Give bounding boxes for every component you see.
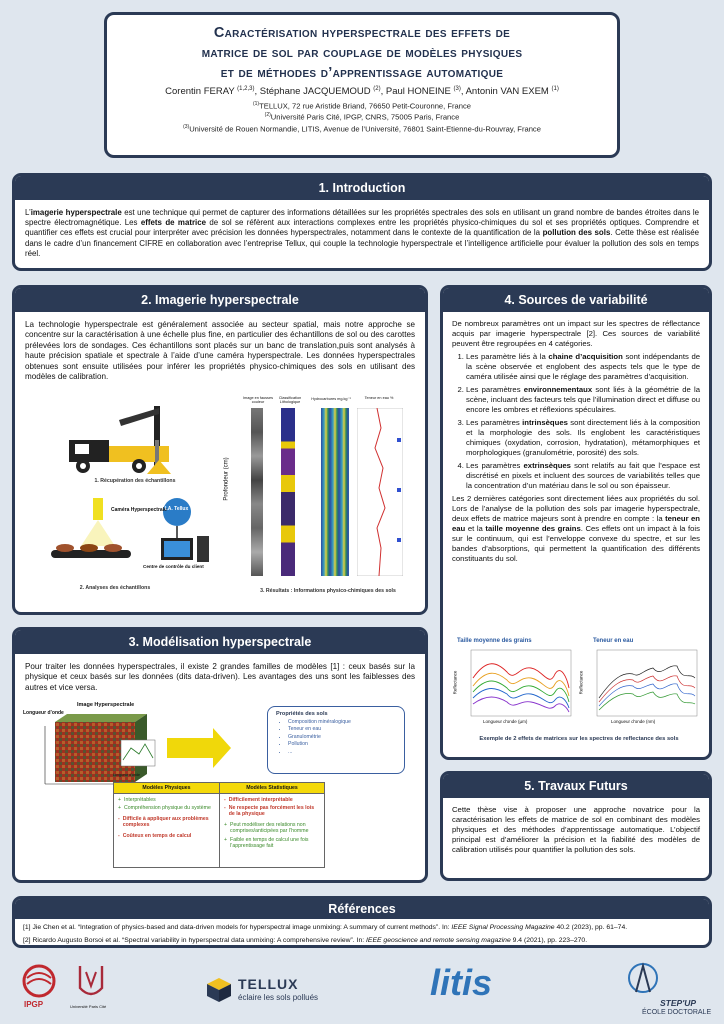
i4b: extrinsèques <box>523 461 571 470</box>
i2b: environnementaux <box>523 385 593 394</box>
stat-text: Faible en temps de calcul une fois l’apprentissage fait <box>230 837 309 849</box>
imagerie-text: La technologie hyperspectrale est généralement associée au secteur spatial, mais notre approche se concentre sur la caractérisation à une échelle plus fine, en particulier des échantillons de sol ou des carottes prélevées lors de sondages. Ces échantillons sont placés sur un banc de translation,puis sont analysés à haute précision spatiale et spectrale à l’aide d’une caméra hyperspectrale. Les données hyperspectrales obtenues sont ensuite utilisées pour inférer les propriétés physico-chimiques des sols en utilisant des modèles de calibration. <box>25 320 415 382</box>
cap-3: 3. Résultats : Informations physico-chimiques des sols <box>260 588 396 594</box>
upc-logo: Université Paris Cité <box>70 1004 107 1009</box>
wl-label: Longueur d’onde <box>113 773 140 777</box>
tellux-sub: éclaire les sols pollués <box>238 993 319 1002</box>
phys-sign: - <box>118 833 120 839</box>
hydro-column <box>321 408 349 576</box>
g1-ylab: Reflectance <box>452 670 458 695</box>
model-heading: 3. Modélisation hyperspectrale <box>15 630 425 654</box>
stat-item <box>224 805 320 817</box>
r1a: [1] Jie Chen et al. “Integration of physics-based and data-driven models for hyperspectral image unmixing: A summary of current methods”. In: <box>23 924 452 931</box>
r2a: [2] Ricardo Augusto Borsoi et al. “Spectral variability in hyperspectral data unmixing: A comprehensive review”. In: <box>23 937 367 944</box>
ecole-label: ÉCOLE DOCTORALE <box>642 1009 712 1016</box>
ipgp-logo-icon <box>22 964 56 998</box>
imagerie-panel <box>12 285 428 615</box>
phys-sign: + <box>118 805 122 811</box>
p2c: et la <box>465 524 486 533</box>
ref-1 <box>15 919 709 936</box>
title-box <box>104 12 620 158</box>
intro-b3: pollution des sols <box>542 228 611 238</box>
affiliation-3 <box>107 123 617 134</box>
author-2: Stéphane JACQUEMOUD <box>259 86 371 98</box>
r2b: IEEE geoscience and remote sensing magazine <box>366 937 511 944</box>
prop-item: • Pollution <box>288 741 396 748</box>
stepup-logo: STEP'UP <box>660 998 697 1008</box>
litis-logo: litis <box>430 962 493 1003</box>
props-title: Propriétés des sols <box>276 711 328 717</box>
litho-column <box>281 408 295 576</box>
r1c: 40.2 (2023), pp. 61–74. <box>554 924 628 931</box>
model-text: Pour traiter les données hyperspectrales, il existe 2 grandes familles de modèles [1] : ceux basés sur la physique et ceux basés sur les données (dits data-driven). Les avantages des uns sont les faiblesses des autres et vice versa. <box>25 662 415 692</box>
p2b: teneur en eau <box>452 514 700 533</box>
title-line-2: matrice de sol par couplage de modèles physiques <box>201 45 523 61</box>
prop-item: • ... <box>288 749 396 756</box>
sources-p2 <box>452 494 700 564</box>
ia-label: I.A. Tellux <box>165 506 189 512</box>
intro-heading: 1. Introduction <box>15 176 709 200</box>
sources-caption: Exemple de 2 effets de matrices sur les spectres de reflectance des sols <box>479 736 679 742</box>
sources-intro: De nombreux paramètres ont un impact sur les spectres de réflectance acquis par imagerie hyperspectrale [2]. Ces sources de variabilité peuvent être regroupées en 4 catégories. <box>452 319 700 348</box>
phys-text: Compréhension physique du système <box>124 805 211 811</box>
stat-item <box>224 797 320 803</box>
affiliation-2 <box>107 111 617 122</box>
p2d: taille moyenne des grains <box>485 524 581 533</box>
author-4: Antonin VAN EXEM <box>465 86 549 98</box>
i4c: sont relatifs au fait que l’espace est discrétisé en pixels et incluent des sources de variabilités telles que la concentration d’un matériau dans le sol ou son épaisseur. <box>466 461 701 490</box>
r2c: 9.4 (2021), pp. 223–270. <box>510 937 588 944</box>
stat-sign: + <box>224 837 228 843</box>
i2a: Les paramètres <box>466 385 524 394</box>
phys-text: Interprétables <box>124 797 156 803</box>
phys-text: Coûteux en temps de calcul <box>122 833 192 839</box>
i3a: Les paramètres <box>466 418 523 427</box>
aff-1-text: TELLUX, 72 rue Aristide Briand, 76650 Petit-Couronne, France <box>259 101 472 111</box>
imagerie-heading: 2. Imagerie hyperspectrale <box>15 288 425 312</box>
aff-2-text: Université Paris Cité, IPGP, CNRS, 75005 Paris, France <box>270 113 460 123</box>
intro-p1: L’ <box>25 208 31 217</box>
intro-text <box>15 200 709 267</box>
cam-label: Caméra Hyperspectrale <box>111 507 167 513</box>
stat-text: Difficilement interprétable <box>228 797 293 803</box>
cap-2: 2. Analyses des échantillons <box>79 585 151 591</box>
props-list <box>276 719 396 756</box>
g2-ylab: Reflectance <box>578 670 584 695</box>
author-1: Corentin FERAY <box>165 86 235 98</box>
core-image <box>251 408 263 576</box>
aff-2-sup: (2) <box>264 112 271 119</box>
i4a: Les paramètres <box>466 461 524 470</box>
phys-item <box>118 805 215 811</box>
cap-1: 1. Récupération des échantillons <box>94 478 176 484</box>
travaux-heading: 5. Travaux Futurs <box>443 774 709 798</box>
col3: Hydrocarbures mg.kg⁻¹ <box>311 397 351 401</box>
models-table <box>113 782 325 868</box>
i1b: chaine d’acquisition <box>548 352 623 361</box>
stat-sign: - <box>224 797 226 803</box>
phys-cell <box>114 794 220 868</box>
sources-item-2 <box>466 385 700 415</box>
ctrl-label: Centre de contrôle du client <box>143 564 204 569</box>
phys-sign: + <box>118 797 122 803</box>
col2: Classification Lithologique <box>278 396 302 404</box>
g2-title: Teneur en eau <box>593 638 634 644</box>
phys-item <box>118 816 215 828</box>
model-panel <box>12 627 428 883</box>
title-line-1: Caractérisation hyperspectrale des effets de <box>213 25 511 41</box>
g2-xlab: Longueur d’onde (nm) <box>611 719 656 724</box>
phys-sign: - <box>118 816 120 822</box>
phys-text: Difficile à appliquer aux problèmes complexes <box>122 816 209 828</box>
i3b: intrinsèques <box>522 418 568 427</box>
phys-item <box>118 797 215 803</box>
upc-logo-icon <box>76 962 106 1002</box>
g1-xlab: Longueur d’onde (µm) <box>483 719 528 724</box>
th-physique: Modèles Physiques <box>114 783 220 794</box>
props-box <box>267 706 405 774</box>
i1c: sont indépendants de la scène observée et englobent des aspects tels que le type de caméra utilisée ainsi que le réglage des paramètres d’acquisition. <box>466 352 700 381</box>
g1-title: Taille moyenne des grains <box>457 638 532 644</box>
author-4-sup: (1) <box>551 86 559 92</box>
intro-p3: de sol se réfèrent aux interactions complexes entre les propriétés physico-chimiques du sol et ses propriétés optiques. Comprendre et quantifier ces effets est crucial pour interpréter avec précision les données hyperspectrales, notamment dans le contexte de la quantification de la <box>25 218 699 238</box>
author-1-sup: (1,2,3) <box>237 86 255 92</box>
col4: Teneur en eau % <box>364 396 394 400</box>
intro-p4: . Cette thèse est réalisée dans le cadre d’un financement CIFRE en collaboration avec l’entreprise Tellux, qui couple la technologie hyperspectrale et l’intelligence artificielle pour évaluer la pollution des sols en temps réel. <box>25 228 699 258</box>
aff-3-text: Université de Rouen Normandie, LITIS, Avenue de l’Université, 76801 Saint-Etienne-du-Rouvray, France <box>189 124 541 134</box>
prop-item: • Composition minéralogique <box>288 719 396 726</box>
stat-item <box>224 837 320 849</box>
sources-item-3 <box>466 418 700 458</box>
p2e: . Ces effets ont un impact à la fois sur le continuum, qui est l’enveloppe convexe du spectre, et sur les bandes d’absorptions, qui permettent la quantification des différents constituants du sol. <box>452 524 700 563</box>
aff-3-sup: (3) <box>183 123 190 130</box>
prop-item: • Granulométrie <box>288 734 396 741</box>
authors: Corentin FERAY $^{(1,2,3)}$, Stéphane JACQUEMOUD $^{(2)}$, Paul HONEINE $^{(3)}$, Antonin VAN EXEM $^{(1)}$ <box>165 86 559 98</box>
tellux-logo-icon <box>205 976 233 1004</box>
stat-text: Ne respecte pas forcément les lois de la physique <box>228 805 315 817</box>
tellux-logo: TELLUX <box>238 976 299 992</box>
cube-wl: Longueur d’onde <box>23 710 64 716</box>
water-plot <box>357 408 403 576</box>
affiliation-1 <box>107 100 617 111</box>
cube-title: Image Hyperspectrale <box>77 702 135 708</box>
intro-b2: effets de matrice <box>140 218 207 228</box>
sources-item-1 <box>466 352 700 382</box>
i2c: sont liés à la géométrie de la scène, incluant des facteurs tels que l’illumination direct et diffuse ou encore les ombres et réflexions spéculaires. <box>466 385 701 414</box>
stepup-logo-icon <box>626 962 660 1002</box>
stat-sign: - <box>224 805 226 811</box>
stat-item <box>224 822 320 834</box>
results-figure <box>223 396 419 586</box>
stat-text: Peut modéliser des relations non comprises/anticipées par l’homme <box>230 822 309 834</box>
stat-sign: + <box>224 822 228 828</box>
prop-item: • Teneur en eau <box>288 726 396 733</box>
i1a: Les paramètre liés à la <box>466 352 549 361</box>
intro-panel <box>12 173 712 271</box>
ylab: Profondeur (cm) <box>223 457 230 501</box>
grain-spectra <box>457 648 575 728</box>
author-3-sup: (3) <box>453 86 461 92</box>
phys-item <box>118 833 215 839</box>
ipgp-logo: IPGP <box>24 1000 44 1009</box>
sources-item-4 <box>466 461 700 491</box>
refs-panel <box>12 896 712 948</box>
intro-p2: est une technique qui permet de capturer des informations détaillées sur les propriétés spectrales des sols en utilisant un grand nombre de bandes étroites dans le spectre électromagnétique. Les <box>25 208 699 228</box>
author-2-sup: (2) <box>373 86 381 92</box>
p2a: Les 2 dernières catégories sont directement liées aux propriétés du sol. Lors de l’analyse de la pollution des sols par imagerie hyperspectrale, deux effets de matrice majeurs sont à prendre en compte : la <box>452 494 700 523</box>
sources-heading: 4. Sources de variabilité <box>443 288 709 312</box>
water-spectra <box>583 648 701 728</box>
i3c: sont directement liés à la composition et la morphologie des sols. Ils englobent les caractéristiques chimiques (oxydation, corrosion, hydratation), métamorphiques et morphologiques (granulométrie, porosité) des sols. <box>466 418 701 457</box>
aff-1-sup: (1) <box>252 101 260 108</box>
sources-panel <box>440 285 712 760</box>
sources-list <box>452 352 700 491</box>
refs-heading: Références <box>15 899 709 919</box>
travaux-text: Cette thèse vise à proposer une approche novatrice pour la caractérisation les effets de matrice de sol en combinant des modèles physiques et des méthodes d’apprentissage automatique. L’objectif principal est d’améliorer la précision et la fiabilité des modèles de calibration utilisés pour quantifier la pollution des sols. <box>452 805 700 854</box>
truck-illustration <box>59 400 209 476</box>
intro-b1: imagerie hyperspectrale <box>30 208 122 217</box>
title-line-3: et de méthodes d’apprentissage automatique <box>220 65 504 81</box>
author-3: Paul HONEINE <box>385 86 451 98</box>
sources-text <box>443 312 709 571</box>
r1b: IEEE Signal Processing Magazine <box>451 924 555 931</box>
ref-2 <box>15 936 709 948</box>
travaux-panel <box>440 771 712 881</box>
col1: Image en fausses couleur <box>243 396 273 404</box>
th-stat: Modèles Statistiques <box>220 783 325 794</box>
stat-cell <box>220 794 325 868</box>
